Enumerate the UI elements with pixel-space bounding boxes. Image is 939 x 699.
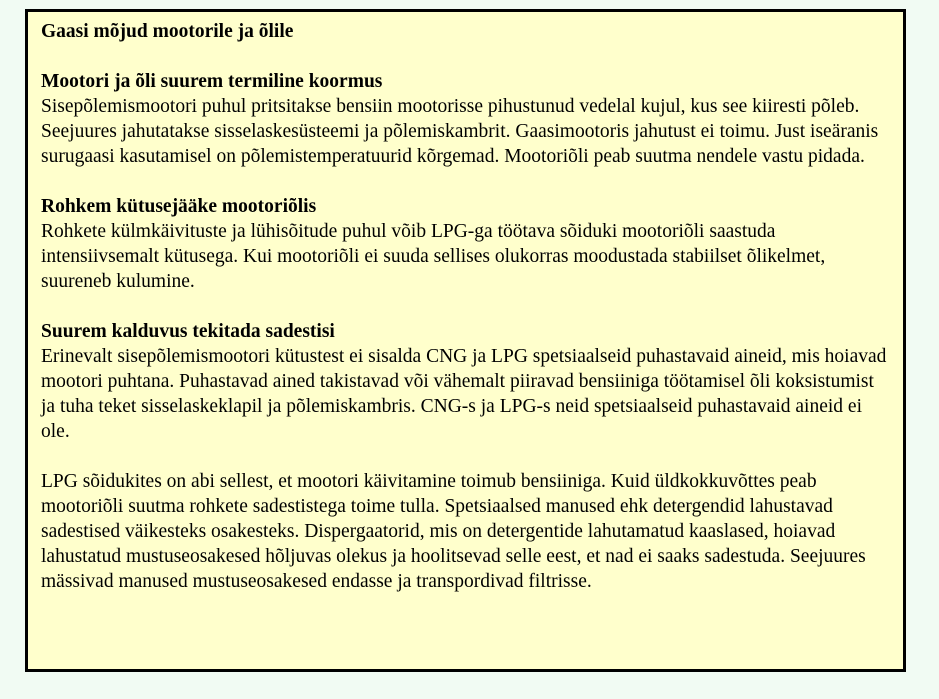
document-title: Gaasi mõjud mootorile ja õlile xyxy=(41,21,294,42)
section-body: Erinevalt sisepõlemismootori kütustest ei sisalda CNG ja LPG spetsiaalseid puhastavaid aineid, mis hoiavad mootori puhtana. Puhastavad ained takistavad või vähemalt piiravad bensiiniga töötamisel õli koksistumist ja tuha teket sisselaskeklapil ja põlemiskambris. CNG-s ja LPG-s neid spetsiaalseid puhastavaid aineid ei ole. xyxy=(41,346,887,442)
section-fuel-residue xyxy=(41,194,890,294)
section-body: Rohkete külmkäivituste ja lühisõitude puhul võib LPG-ga töötava sõiduki mootoriõli saastuda intensiivsemalt kütusega. Kui mootoriõli ei suuda sellises olukorras moodustada stabiilset õlikelmet, suureneb kulumine. xyxy=(41,221,826,292)
closing-paragraph: LPG sõidukites on abi sellest, et mootori käivitamine toimub bensiiniga. Kuid üldkokkuvõttes peab mootoriõli suutma rohkete sadestistega toime tulla. Spetsiaalsed manused ehk detergendid lahustavad sadestised väikesteks osakesteks. Dispergaatorid, mis on detergentide lahutamatud kaaslased, hoiavad lahustatud mustuseosakesed hõljuvas olekus ja hoolitsevad selle eest, et nad ei saaks sadestuda. Seejuures mässivad manused mustuseosakesed endasse ja transpordivad filtrisse. xyxy=(41,471,866,592)
section-thermal-load xyxy=(41,69,890,169)
section-body: Sisepõlemismootori puhul pritsitakse bensiin mootorisse pihustunud vedelal kujul, kus see kiiresti põleb. Seejuures jahutatakse sisselaskesüsteemi ja põlemiskambrit. Gaasimootoris jahutust ei toimu. Just iseäranis surugaasi kasutamisel on põlemistemperatuurid kõrgemad. Mootoriõli peab suutma nendele vastu pidada. xyxy=(41,96,879,167)
document-box xyxy=(25,9,906,672)
section-heading: Rohkem kütusejääke mootoriõlis xyxy=(41,196,317,217)
section-heading: Mootori ja õli suurem termiline koormus xyxy=(41,71,383,92)
section-deposits xyxy=(41,319,890,444)
section-heading: Suurem kalduvus tekitada sadestisi xyxy=(41,321,335,342)
